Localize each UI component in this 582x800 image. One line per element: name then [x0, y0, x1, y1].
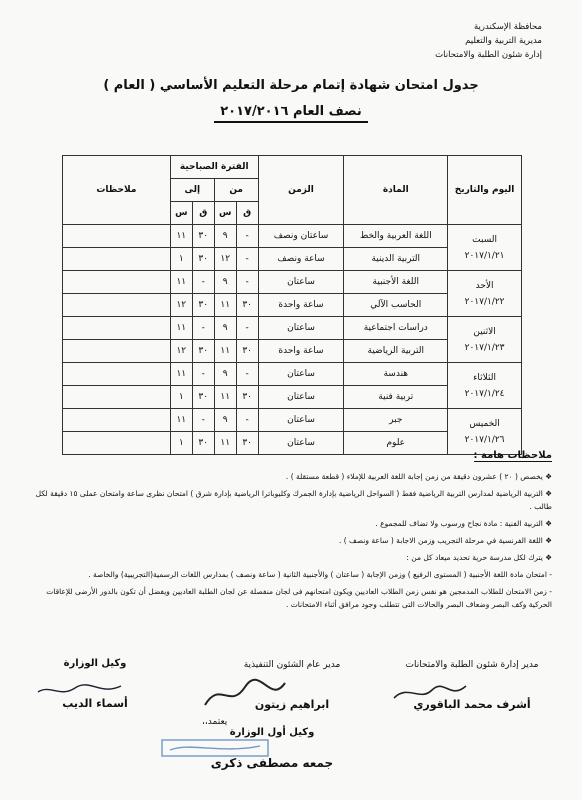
- letterhead-line: إدارة شئون الطلبة والامتحانات: [435, 50, 542, 60]
- from-minute-cell: ٣٠: [236, 340, 258, 363]
- to-hour-cell: ١: [170, 248, 192, 271]
- subtitle-text: نصف العام ٢٠١٧/٢٠١٦: [214, 104, 368, 123]
- note-item: ❖ التربية الرياضية لمدارس التربية الرياضية فقط ( السواحل الرياضية بإدارة الجمرك وكليوباترا الرياضية بإدارة شرق ) امتحان نظرى ساعة وامتحان عملى ١٥ دقيقة لكل طالب .: [22, 487, 552, 513]
- day-date-cell: [448, 317, 522, 363]
- duration-cell: ساعتان: [258, 271, 344, 294]
- from-hour-cell: ٩: [214, 409, 236, 432]
- header-to: إلى: [170, 179, 214, 202]
- duration-cell: ساعة ونصف: [258, 248, 344, 271]
- notes-cell: [63, 225, 171, 248]
- to-minute-cell: ٣٠: [192, 294, 214, 317]
- exam-schedule-table: [62, 155, 522, 455]
- to-hour-cell: ١١: [170, 363, 192, 386]
- from-minute-cell: -: [236, 409, 258, 432]
- subject-cell: الحاسب الآلي: [344, 294, 448, 317]
- table-row: [63, 363, 522, 386]
- exam-date: ٢٠١٧/١/٢٣: [464, 342, 505, 353]
- header-day-date: اليوم والتاريخ: [448, 156, 522, 225]
- from-minute-cell: ٣٠: [236, 294, 258, 317]
- approval-stamp: [160, 738, 270, 758]
- from-minute-cell: ٣٠: [236, 386, 258, 409]
- subject-cell: علوم: [344, 432, 448, 455]
- header-subject: المادة: [344, 156, 448, 225]
- approve-title: وكيل أول الوزارة: [229, 727, 315, 738]
- notes-list: [22, 470, 552, 615]
- subject-cell: هندسة: [344, 363, 448, 386]
- duration-cell: ساعتان: [258, 432, 344, 455]
- to-minute-cell: -: [192, 409, 214, 432]
- from-minute-cell: -: [236, 248, 258, 271]
- from-hour-cell: ١١: [214, 294, 236, 317]
- signature-name: ابراهيم زيتون: [254, 698, 330, 711]
- signature-name: أسماء الديب: [62, 697, 128, 710]
- from-hour-cell: ١١: [214, 432, 236, 455]
- exam-date: ٢٠١٧/١/٢٤: [464, 388, 505, 399]
- subject-cell: اللغة العربية والخط: [344, 225, 448, 248]
- to-hour-cell: ١٢: [170, 340, 192, 363]
- document-title: جدول امتحان شهادة إتمام مرحلة التعليم الأساسي ( العام ): [103, 78, 479, 93]
- header-to-min: ق: [192, 202, 214, 225]
- notes-cell: [63, 340, 171, 363]
- notes-cell: [63, 271, 171, 294]
- subject-cell: اللغة الأجنبية: [344, 271, 448, 294]
- note-item: ❖ يخصص ( ٢٠ ) عشرون دقيقة من زمن إجابة اللغة العربية للإملاء ( قطعة مستقلة ) .: [22, 470, 552, 483]
- signature-title: وكيل الوزارة: [63, 658, 127, 669]
- day-date-cell: [448, 271, 522, 317]
- to-minute-cell: ٣٠: [192, 340, 214, 363]
- to-hour-cell: ١: [170, 386, 192, 409]
- duration-cell: ساعتان: [258, 363, 344, 386]
- day-date-cell: [448, 409, 522, 455]
- to-hour-cell: ١٢: [170, 294, 192, 317]
- day-name: الخميس: [469, 418, 500, 429]
- subject-cell: تربية فنية: [344, 386, 448, 409]
- from-minute-cell: -: [236, 225, 258, 248]
- document-subtitle: [0, 104, 582, 119]
- to-hour-cell: ١١: [170, 271, 192, 294]
- schedule-body: [63, 225, 522, 455]
- subject-cell: التربية الرياضية: [344, 340, 448, 363]
- exam-date: ٢٠١٧/١/٢٦: [464, 434, 505, 445]
- from-hour-cell: ٩: [214, 317, 236, 340]
- from-hour-cell: ٩: [214, 225, 236, 248]
- header-notes: ملاحظات: [63, 156, 171, 225]
- to-minute-cell: ٣٠: [192, 432, 214, 455]
- subject-cell: جبر: [344, 409, 448, 432]
- table-row: [63, 409, 522, 432]
- handwritten-signature-right: [390, 680, 470, 705]
- duration-cell: ساعتان: [258, 386, 344, 409]
- handwritten-signature-middle: [200, 675, 290, 715]
- duration-cell: ساعتان: [258, 317, 344, 340]
- table-row: [63, 317, 522, 340]
- from-hour-cell: ٩: [214, 271, 236, 294]
- header-duration: الزمن: [258, 156, 344, 225]
- signature-title: مدير إدارة شئون الطلبة والامتحانات: [405, 660, 539, 670]
- note-item: ❖ يترك لكل مدرسة حرية تحديد ميعاد كل من :: [22, 551, 552, 564]
- handwritten-signature-left: [35, 680, 125, 700]
- day-date-cell: [448, 363, 522, 409]
- letterhead-line: مديرية التربية والتعليم: [465, 36, 542, 46]
- table-row: [63, 225, 522, 248]
- from-hour-cell: ١١: [214, 340, 236, 363]
- from-minute-cell: ٣٠: [236, 432, 258, 455]
- letterhead-line: محافظة الإسكندرية: [473, 22, 542, 32]
- from-hour-cell: ١٢: [214, 248, 236, 271]
- from-minute-cell: -: [236, 363, 258, 386]
- to-minute-cell: ٣٠: [192, 386, 214, 409]
- duration-cell: ساعتان: [258, 409, 344, 432]
- day-name: الاثنين: [473, 326, 496, 337]
- to-hour-cell: ١١: [170, 317, 192, 340]
- notes-cell: [63, 294, 171, 317]
- to-minute-cell: ٣٠: [192, 248, 214, 271]
- duration-cell: ساعة واحدة: [258, 294, 344, 317]
- to-minute-cell: -: [192, 271, 214, 294]
- approve-name: جمعه مصطفى ذكرى: [210, 756, 334, 770]
- notes-cell: [63, 386, 171, 409]
- duration-cell: ساعتان ونصف: [258, 225, 344, 248]
- notes-cell: [63, 317, 171, 340]
- from-hour-cell: ١١: [214, 386, 236, 409]
- approve-label: يعتمد،،: [202, 717, 228, 727]
- note-item: ❖ اللغة الفرنسية في مرحلة التجريب وزمن الاجابة ( ساعة ونصف ) .: [22, 534, 552, 547]
- day-date-cell: [448, 225, 522, 271]
- notes-title: ملاحظات هامة :: [473, 450, 552, 461]
- to-hour-cell: ١١: [170, 225, 192, 248]
- subnote-item: - زمن الامتحان للطلاب المدمجين هو نفس زمن الطلاب العاديين ويكون امتحانهم فى لجان منفصلة عن لجان الطلبة العاديين ويفضل أن تكون بالدور الأرضى للإعاقات الحركية وكف البصر وضعاف البصر والحالات التى تتطلب وجود مرافق أثناء الامتحانات .: [22, 585, 552, 611]
- letterhead: [435, 20, 542, 62]
- from-minute-cell: -: [236, 317, 258, 340]
- day-name: السبت: [472, 234, 497, 245]
- to-hour-cell: ١١: [170, 409, 192, 432]
- exam-date: ٢٠١٧/١/٢١: [464, 250, 505, 261]
- from-hour-cell: ٩: [214, 363, 236, 386]
- header-from: من: [214, 179, 258, 202]
- to-minute-cell: -: [192, 363, 214, 386]
- from-minute-cell: -: [236, 271, 258, 294]
- exam-date: ٢٠١٧/١/٢٢: [464, 296, 505, 307]
- notes-cell: [63, 432, 171, 455]
- to-hour-cell: ١: [170, 432, 192, 455]
- table-row: [63, 271, 522, 294]
- to-minute-cell: ٣٠: [192, 225, 214, 248]
- header-from-hour: س: [214, 202, 236, 225]
- notes-cell: [63, 248, 171, 271]
- to-minute-cell: -: [192, 317, 214, 340]
- subject-cell: دراسات اجتماعية: [344, 317, 448, 340]
- header-to-hour: س: [170, 202, 192, 225]
- notes-cell: [63, 409, 171, 432]
- subnote-item: - امتحان مادة اللغة الأجنبية ( المستوى الرفيع ) وزمن الإجابة ( ساعتان ) والأجنبية الثانية ( ساعة ونصف ) بمدارس اللغات الرسمية(التجريبية) والخاصة .: [22, 568, 552, 581]
- signature-title: مدير عام الشئون التنفيذية: [243, 660, 341, 670]
- duration-cell: ساعة واحدة: [258, 340, 344, 363]
- note-item: ❖ التربية الفنية : مادة نجاح ورسوب ولا تضاف للمجموع .: [22, 517, 552, 530]
- header-from-min: ق: [236, 202, 258, 225]
- header-period: الفترة الصباحية: [170, 156, 258, 179]
- notes-cell: [63, 363, 171, 386]
- day-name: الثلاثاء: [473, 372, 496, 383]
- signature-name: أشرف محمد الباقوري: [413, 698, 531, 711]
- subject-cell: التربية الدينية: [344, 248, 448, 271]
- day-name: الأحد: [475, 280, 494, 291]
